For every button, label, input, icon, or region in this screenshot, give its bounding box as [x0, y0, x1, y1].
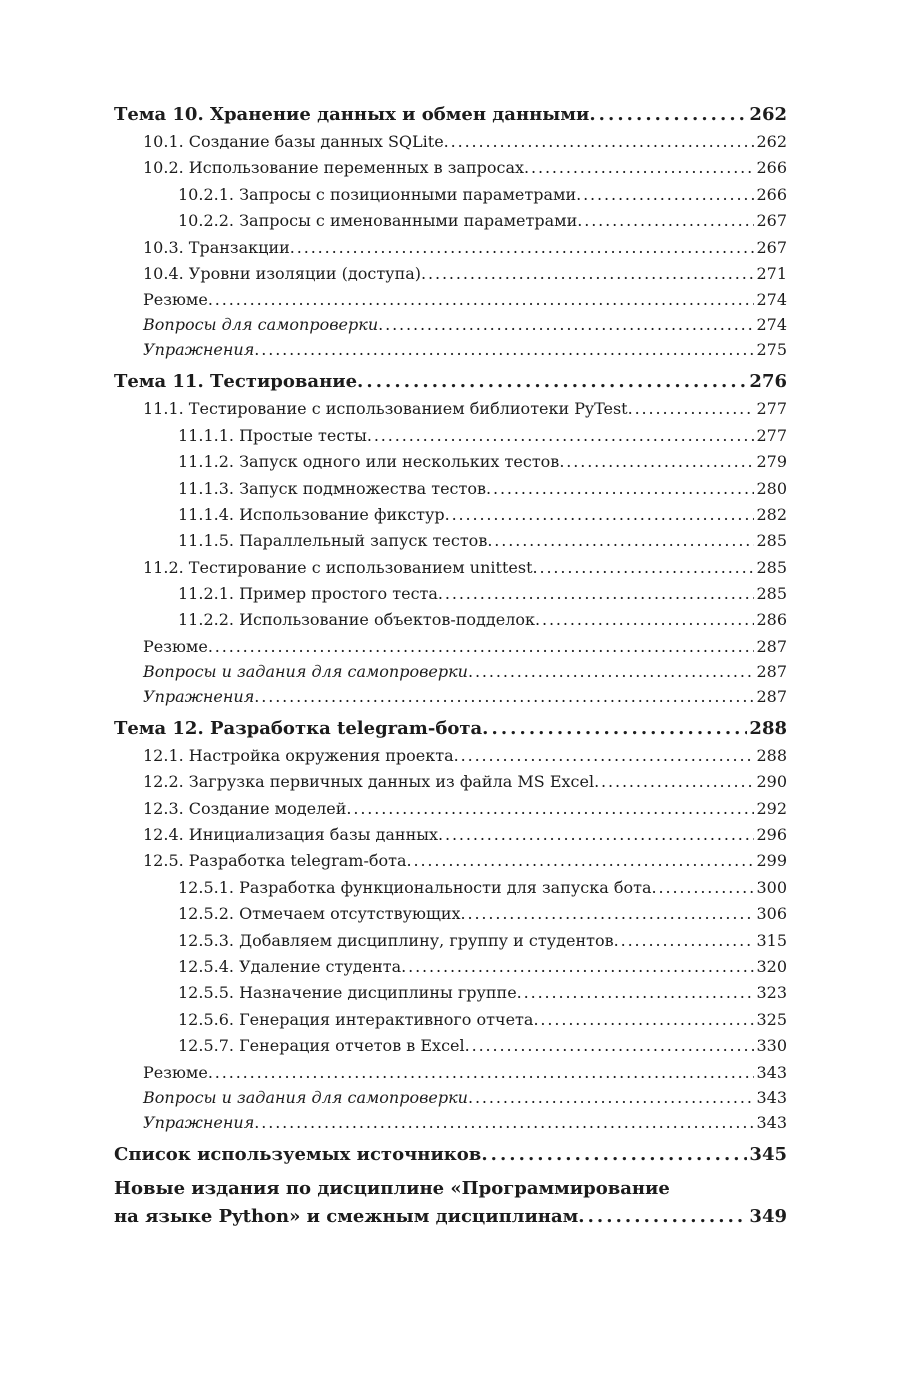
- toc-entry-page: 323: [756, 983, 787, 1003]
- toc-entry-subsection: [114, 980, 787, 1006]
- toc-entry-exercises: [114, 684, 787, 709]
- toc-entry-subsection: [114, 502, 787, 528]
- dot-leader: [407, 848, 755, 874]
- toc-entry-section: [114, 822, 787, 848]
- toc-entry-title: Упражнения: [143, 1112, 255, 1132]
- toc-entry-title: 10.3. Транзакции: [143, 237, 290, 257]
- toc-entry-title: Тема 12. Разработка telegram-бота: [114, 717, 483, 739]
- toc-entry-page: 277: [756, 399, 787, 419]
- toc-entry-summary: [114, 634, 787, 659]
- toc-entry-title: 11.2. Тестирование с использованием unittest: [143, 557, 533, 577]
- toc-entry-section: [114, 129, 787, 155]
- dot-leader: [482, 715, 747, 743]
- dot-leader: [614, 928, 755, 954]
- toc-entry-page: 266: [756, 158, 787, 178]
- toc-entry-page: 288: [756, 745, 787, 765]
- toc-entry-page: 279: [756, 452, 787, 472]
- dot-leader: [254, 684, 754, 709]
- dot-leader: [208, 1060, 755, 1085]
- dot-leader: [576, 182, 754, 208]
- toc-entry-questions: [114, 312, 787, 337]
- toc-entry-section: [114, 155, 787, 181]
- toc-entry-page: 262: [749, 104, 787, 125]
- toc-entry-page: 285: [756, 531, 787, 551]
- toc-entry-page: 288: [749, 717, 787, 739]
- toc-entry-questions: [114, 1085, 787, 1110]
- dot-leader: [254, 337, 754, 362]
- toc-entry-title: Резюме: [143, 636, 208, 656]
- toc-entry-section: [114, 848, 787, 874]
- toc-entry-page: 320: [756, 956, 787, 976]
- dot-leader: [438, 581, 755, 607]
- toc-entry-subsection: [114, 476, 787, 502]
- toc-entry-questions: [114, 659, 787, 684]
- dot-leader: [254, 1110, 754, 1135]
- toc-entry-page: 274: [756, 315, 787, 335]
- toc-entry-title: Вопросы для самопроверки: [143, 315, 379, 335]
- toc-entry-title: 12.3. Создание моделей: [143, 798, 347, 818]
- dot-leader: [421, 261, 754, 287]
- toc-entry-title-line2: на языке Python» и смежным дисциплинам: [114, 1205, 579, 1227]
- toc-entry-page: 287: [756, 636, 787, 656]
- toc-entry-subsection: [114, 449, 787, 475]
- toc-entry-title: 10.2.2. Запросы с именованными параметрами: [178, 211, 578, 231]
- toc-entry-page: 343: [756, 1112, 787, 1132]
- dot-leader: [486, 476, 754, 502]
- toc-entry-title: 11.1.1. Простые тесты: [178, 425, 367, 445]
- toc-entry-page: 325: [756, 1009, 787, 1029]
- dot-leader: [444, 129, 755, 155]
- dot-leader: [454, 743, 755, 769]
- toc-entry-subsection: [114, 875, 787, 901]
- toc-entry-section: [114, 396, 787, 422]
- toc-entry-title: Вопросы и задания для самопроверки: [143, 661, 468, 681]
- toc-entry-title: 11.1.4. Использование фикстур: [178, 504, 445, 524]
- toc-entry-title: Вопросы и задания для самопроверки: [143, 1087, 468, 1107]
- toc-entry-title: 11.1.3. Запуск подмножества тестов: [178, 478, 486, 498]
- dot-leader: [346, 796, 754, 822]
- dot-leader: [535, 607, 754, 633]
- toc-entry-page: 345: [749, 1143, 787, 1165]
- toc-entry-title: Резюме: [143, 290, 208, 310]
- toc-entry-references: [114, 1141, 787, 1169]
- toc-entry-page: 275: [756, 340, 787, 360]
- dot-leader: [594, 769, 754, 795]
- toc-entry-section: [114, 235, 787, 261]
- dot-leader: [461, 901, 755, 927]
- dot-leader: [628, 396, 755, 422]
- toc-entry-section: [114, 261, 787, 287]
- toc-entry-summary: [114, 287, 787, 312]
- toc-entry-page: 285: [756, 557, 787, 577]
- toc-entry-page: 306: [756, 904, 787, 924]
- toc-entry-subsection: [114, 928, 787, 954]
- toc-entry-summary: [114, 1060, 787, 1085]
- toc-entry-title: 12.5. Разработка telegram-бота: [143, 851, 407, 871]
- toc-entry-page: 300: [756, 877, 787, 897]
- toc-entry-topic: [114, 368, 787, 396]
- toc-entry-title-line1: Новые издания по дисциплине «Программирование: [114, 1177, 670, 1199]
- dot-leader: [524, 155, 754, 181]
- toc-entry-page: 267: [756, 211, 787, 231]
- toc-entry-subsection: [114, 607, 787, 633]
- toc-entry-subsection: [114, 528, 787, 554]
- dot-leader: [401, 954, 754, 980]
- toc-entry-title: Резюме: [143, 1062, 208, 1082]
- toc-entry-section: [114, 555, 787, 581]
- toc-entry-title: 12.4. Инициализация базы данных: [143, 825, 438, 845]
- toc-entry-title: 12.5.2. Отмечаем отсутствующих: [178, 904, 461, 924]
- toc-entry-subsection: [114, 1033, 787, 1059]
- toc-entry-title: 12.5.4. Удаление студента: [178, 956, 402, 976]
- toc-entry-page: 290: [756, 772, 787, 792]
- dot-leader: [468, 659, 754, 684]
- toc-entry-title: 12.2. Загрузка первичных данных из файла MS Excel: [143, 772, 595, 792]
- toc-entry-subsection: [114, 954, 787, 980]
- dot-leader: [577, 208, 754, 234]
- dot-leader: [652, 875, 755, 901]
- toc-entry-title: 12.5.3. Добавляем дисциплину, группу и студентов: [178, 930, 614, 950]
- toc-entry-page: 343: [756, 1062, 787, 1082]
- dot-leader: [367, 423, 755, 449]
- toc-entry-page: 262: [756, 132, 787, 151]
- toc-entry-page: 315: [756, 930, 787, 950]
- toc-entry-section: [114, 796, 787, 822]
- toc-entry-page: 276: [749, 371, 787, 393]
- toc-entry-title: Список используемых источников: [114, 1143, 482, 1165]
- toc-entry-page: 280: [756, 478, 787, 498]
- toc-entry-page: 266: [756, 184, 787, 204]
- toc-entry-topic: [114, 100, 787, 129]
- dot-leader: [208, 287, 755, 312]
- toc-entry-title: Тема 10. Хранение данных и обмен данными: [114, 104, 590, 125]
- toc-entry-page: 282: [756, 504, 787, 524]
- dot-leader: [578, 1203, 747, 1231]
- dot-leader: [290, 235, 755, 261]
- toc-entry-exercises: [114, 1110, 787, 1135]
- toc-entry-title: 11.2.2. Использование объектов-подделок: [178, 610, 536, 630]
- toc-entry-subsection: [114, 423, 787, 449]
- dot-leader: [589, 100, 747, 129]
- toc-entry-page: 330: [756, 1036, 787, 1056]
- toc-entry-page: 277: [756, 425, 787, 445]
- table-of-contents: [114, 100, 787, 1231]
- toc-entry-subsection: [114, 1007, 787, 1033]
- toc-entry-title: 11.1.5. Параллельный запуск тестов: [178, 531, 488, 551]
- toc-entry-page: 271: [756, 263, 787, 283]
- dot-leader: [533, 1007, 754, 1033]
- toc-entry-page: 287: [756, 686, 787, 706]
- dot-leader: [487, 528, 754, 554]
- toc-entry-section: [114, 769, 787, 795]
- toc-entry-title: 12.5.1. Разработка функциональности для запуска бота: [178, 877, 652, 897]
- toc-entry-page: 285: [756, 584, 787, 604]
- toc-entry-page: 267: [756, 237, 787, 257]
- dot-leader: [378, 312, 754, 337]
- dot-leader: [533, 555, 755, 581]
- toc-entry-subsection: [114, 581, 787, 607]
- dot-leader: [517, 980, 755, 1006]
- toc-entry-page: 286: [756, 610, 787, 630]
- dot-leader: [438, 822, 754, 848]
- toc-entry-page: 343: [756, 1087, 787, 1107]
- toc-entry-title: 11.1.2. Запуск одного или нескольких тестов: [178, 452, 560, 472]
- toc-entry-title: 11.2.1. Пример простого теста: [178, 584, 438, 604]
- dot-leader: [481, 1141, 747, 1169]
- toc-entry-title: 12.5.5. Назначение дисциплины группе: [178, 983, 517, 1003]
- toc-entry-title: 10.2.1. Запросы с позиционными параметрами: [178, 184, 577, 204]
- toc-entry-title: 10.4. Уровни изоляции (доступа): [143, 263, 422, 283]
- toc-entry-title: 10.2. Использование переменных в запросах: [143, 158, 525, 178]
- dot-leader: [208, 634, 755, 659]
- toc-entry-subsection: [114, 182, 787, 208]
- dot-leader: [468, 1085, 754, 1110]
- toc-entry-subsection: [114, 901, 787, 927]
- toc-entry-title: 10.1. Создание базы данных SQLite: [143, 132, 444, 151]
- toc-entry-topic: [114, 715, 787, 743]
- dot-leader: [465, 1033, 755, 1059]
- toc-entry-page: 296: [756, 825, 787, 845]
- toc-entry-page: 274: [756, 290, 787, 310]
- toc-entry-title: Тема 11. Тестирование: [114, 371, 358, 393]
- dot-leader: [445, 502, 755, 528]
- toc-entry-title: 11.1. Тестирование с использованием библиотеки PyTest: [143, 399, 628, 419]
- toc-entry-title: 12.1. Настройка окружения проекта: [143, 745, 454, 765]
- toc-entry-title: 12.5.6. Генерация интерактивного отчета: [178, 1009, 534, 1029]
- toc-entry-title: Упражнения: [143, 686, 255, 706]
- toc-entry-title: Упражнения: [143, 340, 255, 360]
- toc-entry-section: [114, 743, 787, 769]
- toc-entry-subsection: [114, 208, 787, 234]
- toc-entry-title: 12.5.7. Генерация отчетов в Excel: [178, 1036, 465, 1056]
- dot-leader: [559, 449, 754, 475]
- toc-entry-new-editions: [114, 1175, 787, 1231]
- dot-leader: [357, 368, 747, 396]
- toc-entry-exercises: [114, 337, 787, 362]
- toc-entry-page: 299: [756, 851, 787, 871]
- toc-entry-page: 287: [756, 661, 787, 681]
- toc-entry-page: 292: [756, 798, 787, 818]
- toc-entry-page: 349: [749, 1205, 787, 1227]
